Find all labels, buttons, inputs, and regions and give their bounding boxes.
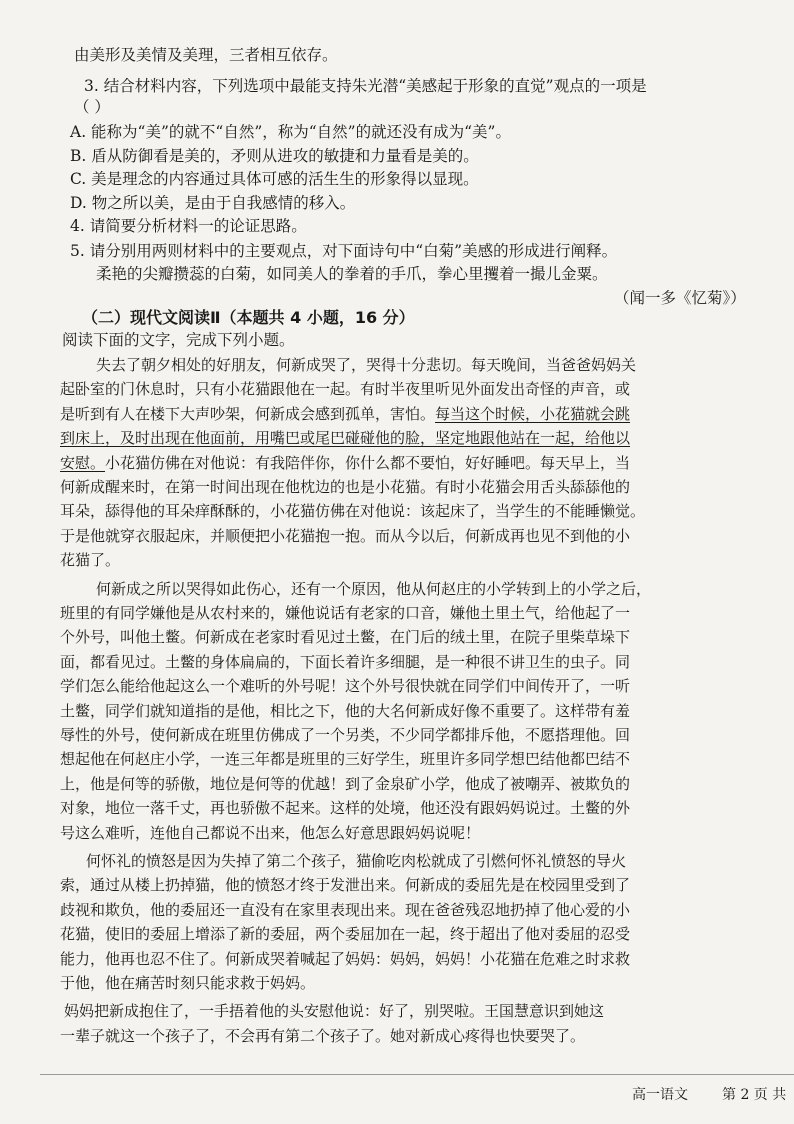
passage-line: 想起他在何赵庄小学，一连三年都是班里的三好学生，班里许多同学想巴结他都巴结不 bbox=[60, 750, 631, 769]
passage-line: 能力，他再也忍不住了。何新成哭着喊起了妈妈：妈妈，妈妈！小花猫在危难之时求救 bbox=[60, 949, 631, 968]
footer-page: 第 2 页 共 bbox=[722, 1087, 787, 1103]
passage-line bbox=[60, 452, 630, 474]
passage-line: 个外号，叫他土鳖。何新成在老家时看见过土鳖，在门后的绒土里，在院子里柴草垛下 bbox=[60, 628, 631, 647]
passage-line: 花猫，使旧的委屈上增添了新的委屈，两个委屈加在一起，终于超出了他对委屈的忍受 bbox=[60, 925, 631, 944]
passage-line: 索，通过从楼上扔掉猫，他的愤怒才终于发泄出来。何新成的委屈先是在校园里受到了 bbox=[60, 876, 631, 895]
question-4: 4. 请简要分析材料一的论证思路。 bbox=[70, 217, 307, 235]
passage-line: 辱性的外号，使何新成在班里仿佛成了一个另类，不少同学都排斥他，不愿搭理他。回 bbox=[60, 726, 631, 744]
passage-line: 对象，地位一落千丈，再也骄傲不起来。这样的处境，他还没有跟妈妈说过。土鳖的外 bbox=[60, 799, 631, 818]
passage-line: 歧视和欺负，他的委屈还一直没有在家里表现出来。现在爸爸残忍地扔掉了他心爱的小 bbox=[60, 900, 631, 919]
poem-line: 柔艳的尖瓣攒蕊的白菊，如同美人的拳着的手爪，拳心里攫着一撮儿金粟。 bbox=[96, 265, 608, 283]
passage-text: 小花猫仿佛在对他说：有我陪伴你，你什么都不要怕，好好睡吧。每天早上，当 bbox=[105, 453, 631, 472]
passage-line: 妈妈把新成抱住了，一手捂着他的头安慰他说：好了，别哭啦。王国慧意识到她这 bbox=[64, 1002, 605, 1021]
passage-line: 学们怎么能给他起这么一个难听的外号呢！这个外号很快就在同学们中间传开了，一听 bbox=[60, 677, 631, 696]
carry-over-line: 由美形及美情及美理，三者相互依存。 bbox=[74, 46, 338, 64]
passage-line: 土鳖，同学们就知道指的是他，相比之下，他的大名何新成好像不重要了。这样带有羞 bbox=[60, 701, 631, 720]
passage-text: 是听到有人在楼下大声吵架，何新成会感到孤单，害怕。 bbox=[60, 404, 436, 423]
question-5: 5. 请分别用两则材料中的主要观点，对下面诗句中“白菊”美感的形成进行阐释。 bbox=[70, 242, 618, 260]
passage-line bbox=[60, 403, 630, 425]
passage-line: 班里的有同学嫌他是从农村来的，嫌他说话有老家的口音，嫌他土里土气，给他起了一 bbox=[60, 604, 631, 622]
passage-line: 号这么难听，连他自己都说不出来，他怎么好意思跟妈妈说呢！ bbox=[60, 823, 481, 842]
passage-line: 耳朵，舔得他的耳朵痒酥酥的，小花猫仿佛在对他说：该起床了，当学生的不能睡懒觉。 bbox=[60, 502, 646, 521]
passage-line: 于他，他在痛苦时刻只能求救于妈妈。 bbox=[60, 974, 316, 992]
question-3-option-c: C. 美是理念的内容通过具体可感的活生生的形象得以显现。 bbox=[70, 170, 479, 188]
passage-line: 何新成之所以哭得如此伤心，还有一个原因，他从何赵庄的小学转到上的小学之后， bbox=[96, 579, 652, 598]
poem-source: （闻一多《忆菊》） bbox=[614, 289, 746, 307]
passage-line: 于是他就穿衣服起床，并顺便把小花猫抱一抱。而从今以后，何新成再也见不到他的小 bbox=[60, 526, 631, 545]
underlined-sentence: 到床上，及时出现在他面前，用嘴巴或尾巴碰碰他的脸，坚定地跟他站在一起，给他以 bbox=[60, 429, 631, 448]
passage-line: 面，都看见过。土鳖的身体扁扁的，下面长着许多细腿，是一种很不讲卫生的虫子。同 bbox=[60, 652, 631, 671]
footer-subject: 高一语文 bbox=[632, 1087, 688, 1103]
passage-line: 失去了朝夕相处的好朋友，何新成哭了，哭得十分悲切。每天晚间，当爸爸妈妈关 bbox=[96, 356, 637, 374]
question-3-blank: （ ） bbox=[74, 98, 110, 116]
footer-divider bbox=[40, 1074, 794, 1075]
question-3-option-b: B. 盾从防御看是美的，矛则从进攻的敏捷和力量看是美的。 bbox=[70, 147, 479, 165]
question-3-option-a: A. 能称为“美”的就不“自然”，称为“自然”的就还没有成为“美”。 bbox=[70, 123, 511, 141]
passage-line: 何新成醒来时，在第一时间出现在他枕边的也是小花猫。有时小花猫会用舌头舔舔他的 bbox=[60, 478, 631, 496]
passage-line: 上，他是何等的骄傲，地位是何等的优越！到了金泉矿小学，他成了被嘲弄、被欺负的 bbox=[60, 774, 631, 793]
underlined-sentence: 每当这个时候，小花猫就会跳 bbox=[435, 404, 631, 423]
question-3-stem: 3. 结合材料内容，下列选项中最能支持朱光潜“美感起于形象的直觉”观点的一项是 bbox=[84, 77, 647, 95]
question-3-option-d: D. 物之所以美，是由于自我感情的移入。 bbox=[70, 194, 356, 212]
passage-line: 起卧室的门休息时，只有小花猫跟他在一起。有时半夜里听见外面发出奇怪的声音，或 bbox=[60, 380, 631, 399]
section-instruction: 阅读下面的文字，完成下列小题。 bbox=[62, 331, 295, 349]
passage-line: 花猫了。 bbox=[60, 551, 121, 570]
passage-line: 何怀礼的愤怒是因为失掉了第二个孩子，猫偷吃肉松就成了引燃何怀礼愤怒的导火 bbox=[86, 852, 627, 870]
section-heading: （二）现代文阅读Ⅱ（本题共 4 小题，16 分） bbox=[82, 308, 415, 327]
underlined-sentence: 安慰。 bbox=[60, 453, 106, 472]
passage-line: 一辈子就这一个孩子了，不会再有第二个孩子了。她对新成心疼得也快要哭了。 bbox=[60, 1026, 586, 1045]
